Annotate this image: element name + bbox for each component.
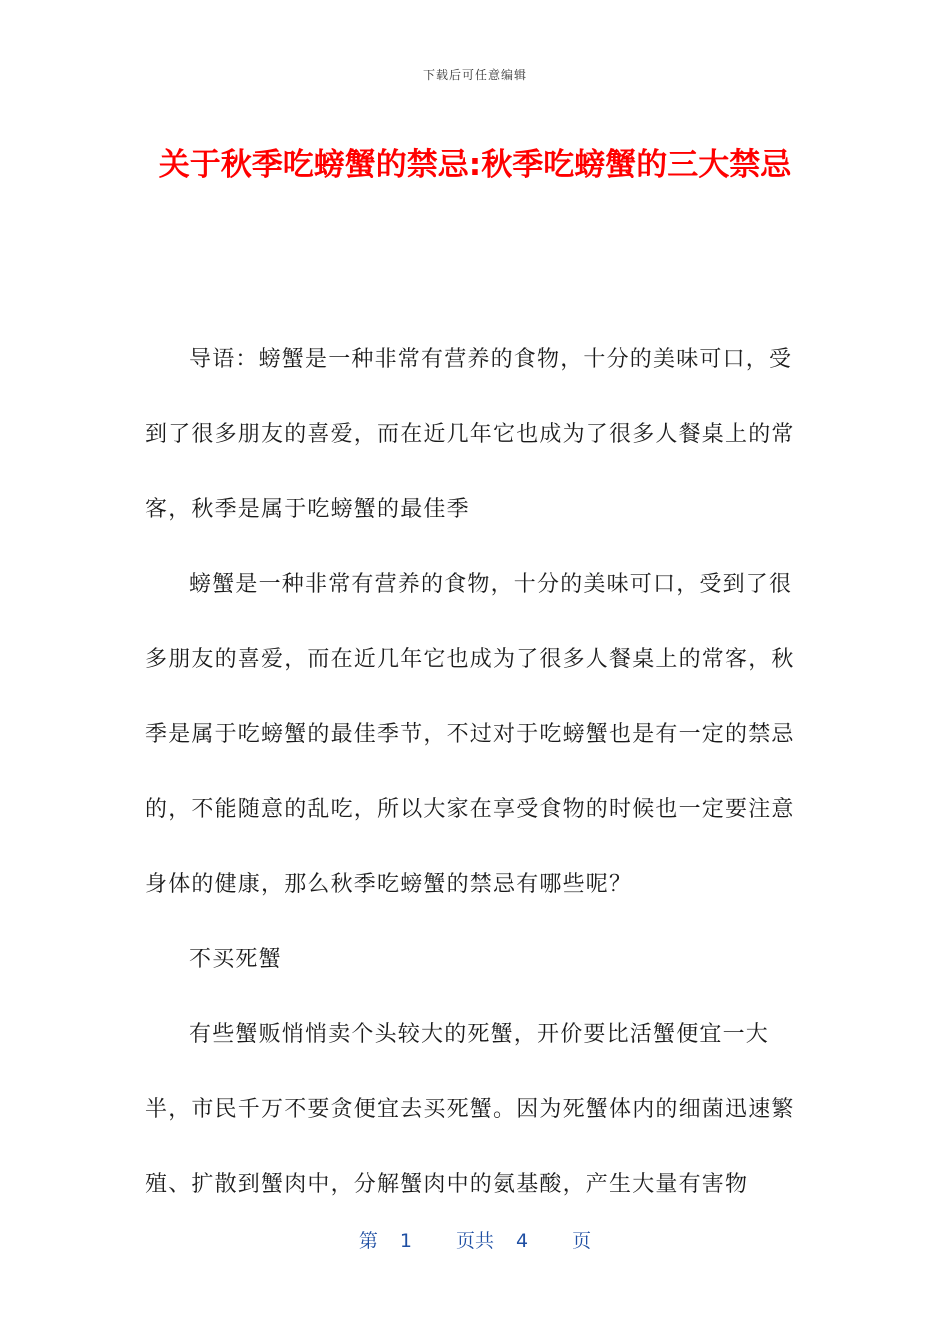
section-heading: 不买死蟹 [189,947,282,972]
document-title: 关于秋季吃螃蟹的禁忌:秋季吃螃蟹的三大禁忌 [158,147,792,183]
paragraph-intro: 导语：螃蟹是一种非常有营养的食物，十分的美味可口，受到了很多朋友的喜爱，而在近几年它也成为了很多人餐桌上的常客，秋季是属于吃螃蟹的最佳季 [145,347,795,522]
document-body [145,322,805,1222]
header-note: 下载后可任意编辑 [422,68,527,82]
footer-page-prefix: 第 [358,1230,378,1252]
footer-page-suffix: 页 [572,1230,592,1252]
paragraph-main: 螃蟹是一种非常有营养的食物，十分的美味可口，受到了很多朋友的喜爱，而在近几年它也成为了很多人餐桌上的常客，秋季是属于吃螃蟹的最佳季节，不过对于吃螃蟹也是有一定的禁忌的，不能随意的乱吃，所以大家在享受食物的时候也一定要注意身体的健康，那么秋季吃螃蟹的禁忌有哪些呢？ [145,572,795,897]
footer-total-pages: 4 [516,1230,529,1252]
page-footer [0,1226,950,1253]
footer-current-page: 1 [399,1230,412,1252]
footer-page-mid: 页共 [455,1230,494,1252]
paragraph-dead-crab: 有些蟹贩悄悄卖个头较大的死蟹，开价要比活蟹便宜一大半，市民千万不要贪便宜去买死蟹。因为死蟹体内的细菌迅速繁殖、扩散到蟹肉中，分解蟹肉中的氨基酸，产生大量有害物 [145,1022,795,1197]
